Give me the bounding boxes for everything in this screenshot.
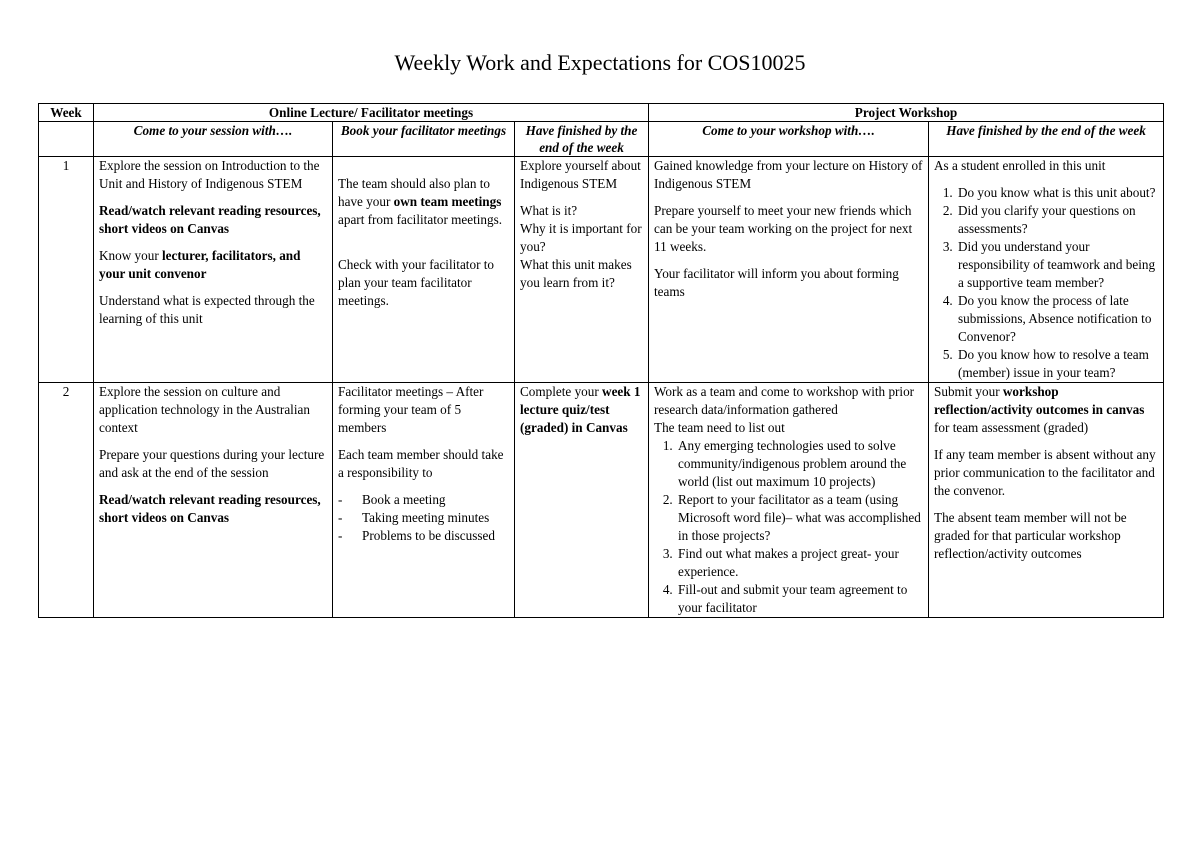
list-item: 4. Do you know the process of late submissions, Absence notification to Convenor? <box>956 292 1158 346</box>
header-row <box>39 104 1164 122</box>
empty-subheader <box>39 122 94 157</box>
week-header: Week <box>39 104 94 122</box>
finished-text: The absent team member will not be graded for that particular workshop reflection/activity outcomes <box>934 510 1127 561</box>
workshop-cell <box>649 383 929 618</box>
week-number: 2 <box>39 383 94 618</box>
list-item: 2. Did you clarify your questions on assessments? <box>956 202 1158 238</box>
workshop-text: Gained knowledge from your lecture on History of Indigenous STEM <box>654 158 923 191</box>
finished-cell <box>515 383 649 618</box>
session-text: Explore the session on Introduction to the Unit and History of Indigenous STEM <box>99 158 320 191</box>
session-text: Know your lecturer, facilitators, and your unit convenor <box>99 248 301 281</box>
come-to-workshop-header: Come to your workshop with…. <box>649 122 929 157</box>
finished-by-week-header: Have finished by the end of the week <box>515 122 649 157</box>
list-item: 5. Do you know how to resolve a team (member) issue in your team? <box>956 346 1158 382</box>
list-item: 1. Do you know what is this unit about? <box>956 184 1158 202</box>
checklist <box>934 184 1158 382</box>
book-text: Check with your facilitator to plan your team facilitator meetings. <box>338 257 495 308</box>
session-text: Read/watch relevant reading resources, short videos on Canvas <box>99 203 321 236</box>
finished-workshop-cell <box>929 157 1164 383</box>
book-cell <box>333 157 515 383</box>
table-row <box>39 157 1164 383</box>
finished-intro: As a student enrolled in this unit <box>934 158 1106 173</box>
finished-text: What is it? <box>520 203 578 218</box>
session-cell <box>94 383 333 618</box>
book-facilitator-header: Book your facilitator meetings <box>333 122 515 157</box>
list-item: - Taking meeting minutes <box>362 509 509 527</box>
list-item: - Book a meeting <box>362 491 509 509</box>
finished-by-week-workshop-header: Have finished by the end of the week <box>929 122 1164 157</box>
table-row <box>39 383 1164 618</box>
list-item: 4. Fill-out and submit your team agreement to your facilitator <box>676 581 923 617</box>
workshop-text: Work as a team and come to workshop with prior research data/information gathered <box>654 384 915 417</box>
weekly-schedule-table <box>38 103 1164 618</box>
page-title: Weekly Work and Expectations for COS10025 <box>394 50 806 75</box>
list-item: 3. Find out what makes a project great- your experience. <box>676 545 923 581</box>
finished-text: Complete your week 1 lecture quiz/test (graded) in Canvas <box>520 384 641 435</box>
session-text: Explore the session on culture and application technology in the Australian context <box>99 384 310 435</box>
week-number: 1 <box>39 157 94 383</box>
book-text: Facilitator meetings – After forming your team of 5 members <box>338 384 484 435</box>
finished-text: If any team member is absent without any prior communication to the facilitator and the convenor. <box>934 447 1156 498</box>
finished-cell <box>515 157 649 383</box>
book-cell <box>333 383 515 618</box>
list-item: 2. Report to your facilitator as a team (using Microsoft word file)– what was accomplished in those projects? <box>676 491 923 545</box>
subheader-row <box>39 122 1164 157</box>
finished-workshop-cell <box>929 383 1164 618</box>
workshop-text: Prepare yourself to meet your new friends which can be your team working on the project for next 11 weeks. <box>654 203 913 254</box>
session-text: Understand what is expected through the learning of this unit <box>99 293 315 326</box>
workshop-text: Your facilitator will inform you about forming teams <box>654 266 899 299</box>
book-text: The team should also plan to have your own team meetings apart from facilitator meetings. <box>338 176 503 227</box>
session-text: Prepare your questions during your lecture and ask at the end of the session <box>99 447 325 480</box>
workshop-text: The team need to list out <box>654 420 785 435</box>
book-text: Each team member should take a responsibility to <box>338 447 504 480</box>
responsibility-list <box>338 491 509 545</box>
project-workshop-header: Project Workshop <box>649 104 1164 122</box>
finished-text: Explore yourself about Indigenous STEM <box>520 158 641 191</box>
come-to-session-header: Come to your session with…. <box>94 122 333 157</box>
list-item: 1. Any emerging technologies used to solve community/indigenous problem around the world (list out maximum 10 projects) <box>676 437 923 491</box>
task-list <box>654 437 923 617</box>
finished-text: What this unit makes you learn from it? <box>520 257 632 290</box>
session-cell <box>94 157 333 383</box>
list-item: - Problems to be discussed <box>362 527 509 545</box>
online-lecture-header: Online Lecture/ Facilitator meetings <box>94 104 649 122</box>
session-text: Read/watch relevant reading resources, short videos on Canvas <box>99 492 321 525</box>
workshop-cell <box>649 157 929 383</box>
list-item: 3. Did you understand your responsibility of teamwork and being a supportive team member? <box>956 238 1158 292</box>
finished-text: Why it is important for you? <box>520 221 642 254</box>
finished-text: Submit your workshop reflection/activity outcomes in canvas for team assessment (graded) <box>934 384 1145 435</box>
